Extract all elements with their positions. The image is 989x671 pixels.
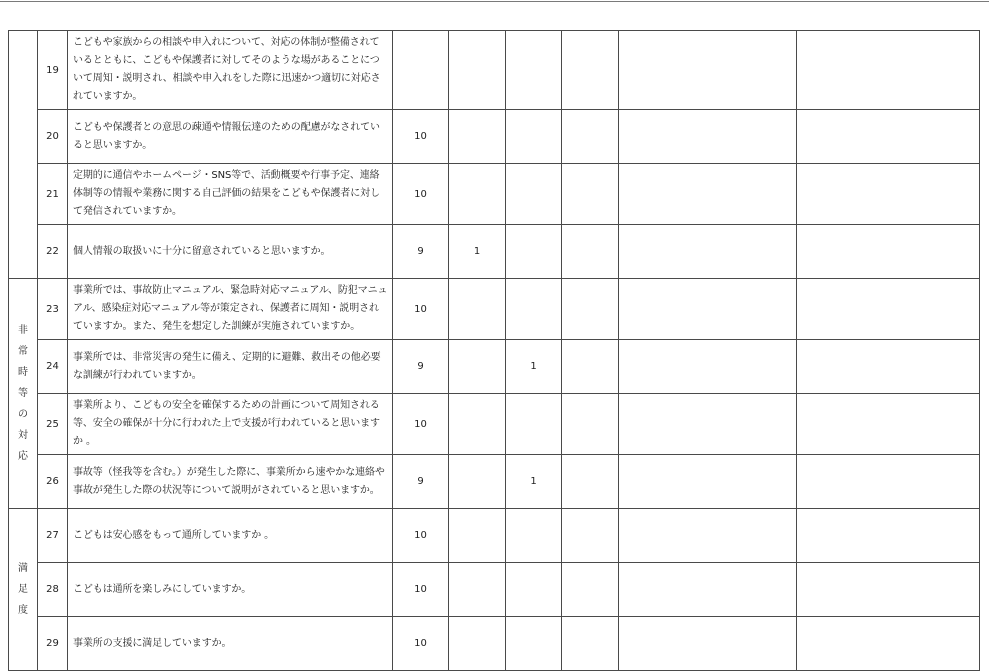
count-partly <box>449 279 506 340</box>
comment-cell <box>619 509 797 563</box>
table-row <box>9 617 980 671</box>
count-partly <box>449 455 506 509</box>
count-unknown <box>562 279 619 340</box>
row-number: 25 <box>38 394 68 455</box>
count-unknown <box>562 31 619 110</box>
response-cell <box>797 563 980 617</box>
count-partly <box>449 563 506 617</box>
section-label-emergency: 非常時等の対応 <box>9 279 38 509</box>
count-unknown <box>562 110 619 164</box>
comment-cell <box>619 164 797 225</box>
count-yes: 10 <box>393 279 449 340</box>
row-number: 20 <box>38 110 68 164</box>
count-no <box>506 394 562 455</box>
row-number: 24 <box>38 340 68 394</box>
question-text: 事業所では、事故防止マニュアル、緊急時対応マニュアル、防犯マニュアル、感染症対応マニュアル等が策定され、保護者に周知・説明されていますか。また、発生を想定した訓練が実施されていますか。 <box>68 279 393 340</box>
count-yes <box>393 31 449 110</box>
table-row <box>9 509 980 563</box>
count-partly <box>449 617 506 671</box>
comment-cell <box>619 394 797 455</box>
count-no <box>506 225 562 279</box>
count-partly <box>449 394 506 455</box>
response-cell <box>797 509 980 563</box>
count-partly <box>449 509 506 563</box>
table-row <box>9 394 980 455</box>
comment-cell <box>619 110 797 164</box>
count-yes: 10 <box>393 617 449 671</box>
question-text: こどもや保護者との意思の疎通や情報伝達のための配慮がなされていると思いますか。 <box>68 110 393 164</box>
table-row <box>9 563 980 617</box>
comment-cell <box>619 225 797 279</box>
count-partly <box>449 340 506 394</box>
question-text: 定期的に通信やホームページ・SNS等で、活動概要や行事予定、連絡体制等の情報や業務に関する自己評価の結果をこどもや保護者に対して発信されていますか。 <box>68 164 393 225</box>
count-yes: 9 <box>393 340 449 394</box>
table-row <box>9 279 980 340</box>
count-yes: 10 <box>393 394 449 455</box>
count-no <box>506 279 562 340</box>
count-yes: 10 <box>393 164 449 225</box>
response-cell <box>797 110 980 164</box>
question-text: 個人情報の取扱いに十分に留意されていると思いますか。 <box>68 225 393 279</box>
question-text: 事故等（怪我等を含む。）が発生した際に、事業所から速やかな連絡や事故が発生した際の状況等について説明がされていると思いますか。 <box>68 455 393 509</box>
comment-cell <box>619 279 797 340</box>
count-unknown <box>562 509 619 563</box>
count-yes: 10 <box>393 509 449 563</box>
count-unknown <box>562 563 619 617</box>
count-partly: 1 <box>449 225 506 279</box>
count-no <box>506 31 562 110</box>
row-number: 26 <box>38 455 68 509</box>
response-cell <box>797 455 980 509</box>
count-yes: 9 <box>393 455 449 509</box>
count-unknown <box>562 164 619 225</box>
count-unknown <box>562 340 619 394</box>
count-unknown <box>562 617 619 671</box>
page-top-rule <box>0 1 989 2</box>
count-yes: 10 <box>393 110 449 164</box>
comment-cell <box>619 340 797 394</box>
count-no <box>506 164 562 225</box>
question-text: こどもは安心感をもって通所していますか 。 <box>68 509 393 563</box>
count-no: 1 <box>506 340 562 394</box>
comment-cell <box>619 563 797 617</box>
count-yes: 9 <box>393 225 449 279</box>
table-row <box>9 225 980 279</box>
response-cell <box>797 31 980 110</box>
row-number: 28 <box>38 563 68 617</box>
row-number: 22 <box>38 225 68 279</box>
count-partly <box>449 164 506 225</box>
table-row <box>9 164 980 225</box>
table-row <box>9 31 980 110</box>
count-partly <box>449 110 506 164</box>
count-no <box>506 617 562 671</box>
section-cell-prev <box>9 31 38 279</box>
response-cell <box>797 394 980 455</box>
comment-cell <box>619 31 797 110</box>
section-label-satisfaction: 満足度 <box>9 509 38 671</box>
comment-cell <box>619 455 797 509</box>
count-unknown <box>562 394 619 455</box>
count-unknown <box>562 455 619 509</box>
question-text: 事業所の支援に満足していますか。 <box>68 617 393 671</box>
count-no <box>506 110 562 164</box>
count-no <box>506 563 562 617</box>
row-number: 27 <box>38 509 68 563</box>
table-row <box>9 110 980 164</box>
response-cell <box>797 225 980 279</box>
response-cell <box>797 340 980 394</box>
evaluation-table <box>8 30 980 671</box>
response-cell <box>797 617 980 671</box>
question-text: 事業所より、こどもの安全を確保するための計画について周知される等、安全の確保が十分に行われた上で支援が行われていると思いますか 。 <box>68 394 393 455</box>
question-text: 事業所では、非常災害の発生に備え、定期的に避難、救出その他必要な訓練が行われていますか。 <box>68 340 393 394</box>
row-number: 19 <box>38 31 68 110</box>
question-text: こどもは通所を楽しみにしていますか。 <box>68 563 393 617</box>
count-no <box>506 509 562 563</box>
response-cell <box>797 164 980 225</box>
question-text: こどもや家族からの相談や申入れについて、対応の体制が整備されているとともに、こどもや保護者に対してそのような場があることについて周知・説明され、相談や申入れをした際に迅速かつ適切に対応されていますか。 <box>68 31 393 110</box>
count-yes: 10 <box>393 563 449 617</box>
response-cell <box>797 279 980 340</box>
row-number: 29 <box>38 617 68 671</box>
count-partly <box>449 31 506 110</box>
table-row <box>9 455 980 509</box>
comment-cell <box>619 617 797 671</box>
count-no: 1 <box>506 455 562 509</box>
count-unknown <box>562 225 619 279</box>
row-number: 21 <box>38 164 68 225</box>
table-row <box>9 340 980 394</box>
row-number: 23 <box>38 279 68 340</box>
